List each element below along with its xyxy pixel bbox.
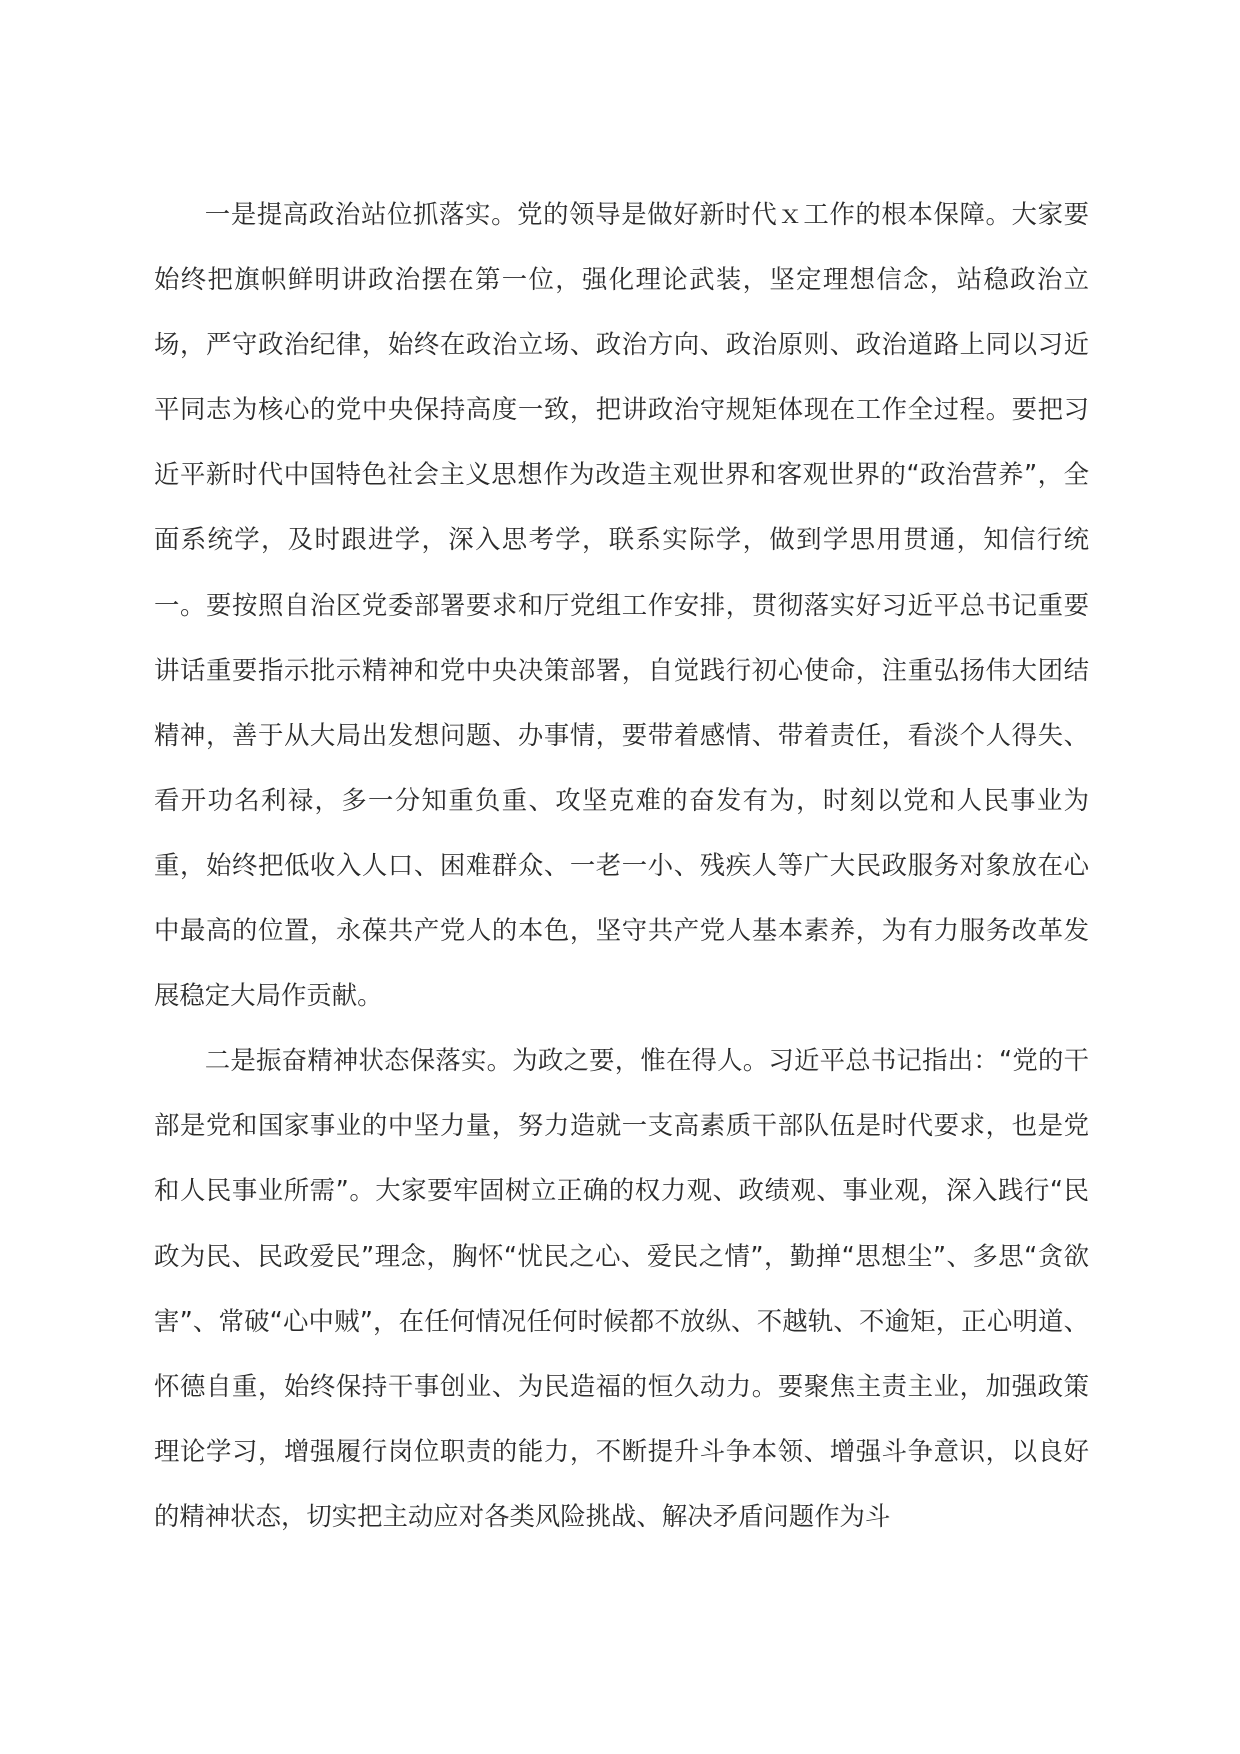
document-body — [154, 182, 1089, 1549]
paragraph-1: 一是提高政治站位抓落实。党的领导是做好新时代ｘ工作的根本保障。大家要始终把旗帜鲜明讲政治摆在第一位，强化理论武装，坚定理想信念，站稳政治立场，严守政治纪律，始终在政治立场、政治方向、政治原则、政治道路上同以习近平同志为核心的党中央保持高度一致，把讲政治守规矩体现在工作全过程。要把习近平新时代中国特色社会主义思想作为改造主观世界和客观世界的“政治营养”，全面系统学，及时跟进学，深入思考学，联系实际学，做到学思用贯通，知信行统一。要按照自治区党委部署要求和厅党组工作安排，贯彻落实好习近平总书记重要讲话重要指示批示精神和党中央决策部署，自觉践行初心使命，注重弘扬伟大团结精神，善于从大局出发想问题、办事情，要带着感情、带着责任，看淡个人得失、看开功名利禄，多一分知重负重、攻坚克难的奋发有为，时刻以党和人民事业为重，始终把低收入人口、困难群众、一老一小、残疾人等广大民政服务对象放在心中最高的位置，永葆共产党人的本色，坚守共产党人基本素养，为有力服务改革发展稳定大局作贡献。 — [154, 199, 1089, 1011]
paragraph-2: 二是振奋精神状态保落实。为政之要，惟在得人。习近平总书记指出：“党的干部是党和国家事业的中坚力量，努力造就一支高素质干部队伍是时代要求，也是党和人民事业所需”。大家要牢固树立正确的权力观、政绩观、事业观，深入践行“民政为民、民政爱民”理念，胸怀“忧民之心、爱民之情”，勤掸“思想尘”、多思“贪欲害”、常破“心中贼”，在任何情况任何时候都不放纵、不越轨、不逾矩，正心明道、怀德自重，始终保持干事创业、为民造福的恒久动力。要聚焦主责主业，加强政策理论学习，增强履行岗位职责的能力，不断提升斗争本领、增强斗争意识，以良好的精神状态，切实把主动应对各类风险挑战、解决矛盾问题作为斗 — [154, 1045, 1089, 1531]
